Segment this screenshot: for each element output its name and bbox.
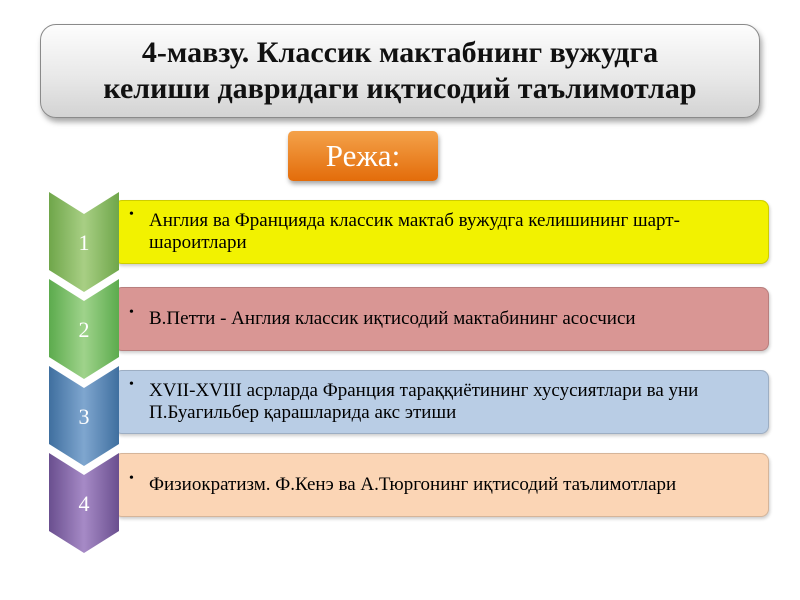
- list-item-1: [114, 200, 769, 264]
- chevron-4: [49, 453, 119, 553]
- item-text: В.Петти - Англия классик иқтисодий мактабининг асосчиси: [149, 308, 636, 329]
- item-text-row: [129, 471, 754, 496]
- item-text-row: [129, 377, 754, 424]
- list-item-2: [114, 287, 769, 351]
- title-box: [40, 24, 760, 118]
- step-number: 3: [78, 404, 90, 429]
- chevron-3: [49, 366, 119, 466]
- item-text-row: [129, 305, 754, 330]
- chevron-1: [49, 192, 119, 292]
- chevron-2: [49, 279, 119, 379]
- item-text-row: [129, 207, 754, 254]
- bullet-icon: •: [129, 471, 134, 486]
- step-number: 4: [78, 491, 90, 516]
- bullet-icon: •: [129, 207, 134, 222]
- bullet-icon: •: [129, 377, 134, 392]
- list-item-4: [114, 453, 769, 517]
- step-number: 1: [78, 230, 90, 255]
- title-line-2: келиши давридаги иқтисодий таълимотлар: [103, 72, 697, 105]
- list-item-3: [114, 370, 769, 434]
- item-text: Англия ва Францияда классик мактаб вужудга келишининг шарт-шароитлари: [149, 210, 680, 253]
- item-text: Физиократизм. Ф.Кенэ ва А.Тюргонинг иқтисодий таълимотлари: [149, 474, 677, 495]
- item-text: XVII-XVIII асрларда Франция тараққиётининг хусусиятлари ва уни П.Буагильбер қарашларида акс этиши: [149, 380, 699, 423]
- step-number: 2: [78, 317, 90, 342]
- bullet-icon: •: [129, 305, 134, 320]
- title-line-1: 4-мавзу. Классик мактабнинг вужудга: [141, 36, 659, 69]
- plan-badge: Режа:: [288, 131, 438, 181]
